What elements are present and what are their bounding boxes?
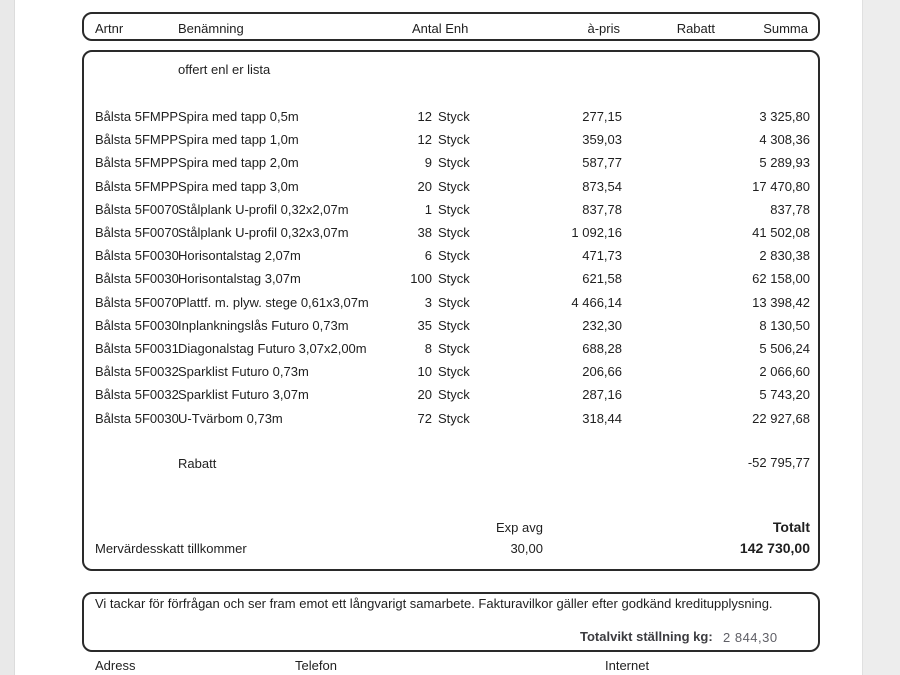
cell-antal: 20 <box>417 387 432 402</box>
cell-antal: 6 <box>424 248 432 263</box>
cell-enhet: Styck <box>438 248 470 263</box>
cell-enhet: Styck <box>438 411 470 426</box>
total-weight-value: 2 844,30 <box>723 630 778 645</box>
cell-summa: 41 502,08 <box>752 225 810 240</box>
cell-a-pris: 837,78 <box>582 202 622 217</box>
column-header-antal-enh: Antal Enh <box>412 21 469 36</box>
phone-column-label: Telefon <box>295 658 337 673</box>
cell-a-pris: 4 466,14 <box>571 295 622 310</box>
cell-a-pris: 873,54 <box>582 179 622 194</box>
column-header-a-pris: à-pris <box>587 21 620 36</box>
cell-enhet: Styck <box>438 225 470 240</box>
cell-summa: 22 927,68 <box>752 411 810 426</box>
cell-antal: 72 <box>417 411 432 426</box>
cell-benamning: Sparklist Futuro 0,73m <box>178 364 309 379</box>
cell-artnr: Bålsta 5FMPP <box>95 109 179 124</box>
cell-benamning: Stålplank U-profil 0,32x2,07m <box>178 202 349 217</box>
cell-summa: 4 308,36 <box>759 132 810 147</box>
cell-antal: 12 <box>417 132 432 147</box>
cell-benamning: Spira med tapp 1,0m <box>178 132 299 147</box>
cell-antal: 1 <box>424 202 432 217</box>
cell-a-pris: 471,73 <box>582 248 622 263</box>
cell-antal: 100 <box>410 271 432 286</box>
discount-value: -52 795,77 <box>747 455 810 470</box>
thank-you-message: Vi tackar för förfrågan och ser fram emot ett långvarigt samarbete. Fakturavilkor gäller efter godkänd kreditupplysning. <box>95 596 773 611</box>
cell-artnr: Bålsta 5F0031 <box>95 341 179 356</box>
cell-summa: 5 506,24 <box>759 341 810 356</box>
cell-benamning: U-Tvärbom 0,73m <box>178 411 283 426</box>
cell-benamning: Spira med tapp 2,0m <box>178 155 299 170</box>
column-header-rabatt: Rabatt <box>676 21 715 36</box>
page-margin-right <box>862 0 900 675</box>
cell-artnr: Bålsta 5FMPP <box>95 179 179 194</box>
exp-avg-label: Exp avg <box>496 520 543 535</box>
discount-label: Rabatt <box>178 456 217 471</box>
cell-a-pris: 277,15 <box>582 109 622 124</box>
cell-benamning: Inplankningslås Futuro 0,73m <box>178 318 349 333</box>
cell-benamning: Sparklist Futuro 3,07m <box>178 387 309 402</box>
vat-note: Mervärdesskatt tillkommer <box>95 541 247 556</box>
cell-artnr: Bålsta 5F0032 <box>95 387 179 402</box>
offer-note: offert enl er lista <box>178 62 271 77</box>
address-column-label: Adress <box>95 658 136 673</box>
internet-column-label: Internet <box>605 658 650 673</box>
total-weight-label: Totalvikt ställning kg: <box>580 629 713 644</box>
cell-enhet: Styck <box>438 341 470 356</box>
cell-a-pris: 318,44 <box>582 411 622 426</box>
cell-antal: 3 <box>424 295 432 310</box>
page-margin-left <box>0 0 15 675</box>
exp-avg-value: 30,00 <box>510 541 543 556</box>
cell-artnr: Bålsta 5FMPP <box>95 155 179 170</box>
cell-artnr: Bålsta 5F0030 <box>95 411 179 426</box>
cell-enhet: Styck <box>438 179 470 194</box>
cell-a-pris: 587,77 <box>582 155 622 170</box>
cell-summa: 5 289,93 <box>759 155 810 170</box>
cell-a-pris: 359,03 <box>582 132 622 147</box>
cell-enhet: Styck <box>438 132 470 147</box>
column-header-benamning: Benämning <box>178 21 244 36</box>
cell-a-pris: 232,30 <box>582 318 622 333</box>
cell-enhet: Styck <box>438 364 470 379</box>
cell-a-pris: 688,28 <box>582 341 622 356</box>
column-header-artnr: Artnr <box>95 21 124 36</box>
cell-benamning: Diagonalstag Futuro 3,07x2,00m <box>178 341 367 356</box>
cell-antal: 35 <box>417 318 432 333</box>
cell-enhet: Styck <box>438 318 470 333</box>
cell-antal: 12 <box>417 109 432 124</box>
cell-antal: 8 <box>424 341 432 356</box>
cell-a-pris: 206,66 <box>582 364 622 379</box>
cell-summa: 17 470,80 <box>752 179 810 194</box>
total-label: Totalt <box>772 519 810 535</box>
cell-artnr: Bålsta 5F0070 <box>95 295 179 310</box>
cell-enhet: Styck <box>438 271 470 286</box>
cell-enhet: Styck <box>438 155 470 170</box>
cell-summa: 13 398,42 <box>752 295 810 310</box>
cell-enhet: Styck <box>438 387 470 402</box>
cell-benamning: Plattf. m. plyw. stege 0,61x3,07m <box>178 295 369 310</box>
column-header-summa: Summa <box>763 21 808 36</box>
cell-enhet: Styck <box>438 109 470 124</box>
cell-benamning: Horisontalstag 2,07m <box>178 248 301 263</box>
cell-summa: 62 158,00 <box>752 271 810 286</box>
cell-a-pris: 287,16 <box>582 387 622 402</box>
cell-benamning: Stålplank U-profil 0,32x3,07m <box>178 225 349 240</box>
cell-summa: 3 325,80 <box>759 109 810 124</box>
cell-a-pris: 1 092,16 <box>571 225 622 240</box>
cell-artnr: Bålsta 5F0070 <box>95 202 179 217</box>
cell-summa: 8 130,50 <box>759 318 810 333</box>
cell-benamning: Spira med tapp 3,0m <box>178 179 299 194</box>
cell-enhet: Styck <box>438 295 470 310</box>
cell-summa: 5 743,20 <box>759 387 810 402</box>
cell-summa: 2 830,38 <box>759 248 810 263</box>
cell-artnr: Bålsta 5F0030 <box>95 318 179 333</box>
cell-a-pris: 621,58 <box>582 271 622 286</box>
cell-artnr: Bålsta 5F0070 <box>95 225 179 240</box>
cell-benamning: Horisontalstag 3,07m <box>178 271 301 286</box>
cell-artnr: Bålsta 5F0032 <box>95 364 179 379</box>
cell-artnr: Bålsta 5FMPP <box>95 132 179 147</box>
cell-artnr: Bålsta 5F0030 <box>95 248 179 263</box>
total-value: 142 730,00 <box>739 540 810 556</box>
cell-summa: 2 066,60 <box>759 364 810 379</box>
cell-artnr: Bålsta 5F0030 <box>95 271 179 286</box>
cell-antal: 38 <box>417 225 432 240</box>
cell-antal: 9 <box>424 155 432 170</box>
cell-summa: 837,78 <box>770 202 810 217</box>
cell-enhet: Styck <box>438 202 470 217</box>
cell-benamning: Spira med tapp 0,5m <box>178 109 299 124</box>
cell-antal: 10 <box>417 364 432 379</box>
cell-antal: 20 <box>417 179 432 194</box>
